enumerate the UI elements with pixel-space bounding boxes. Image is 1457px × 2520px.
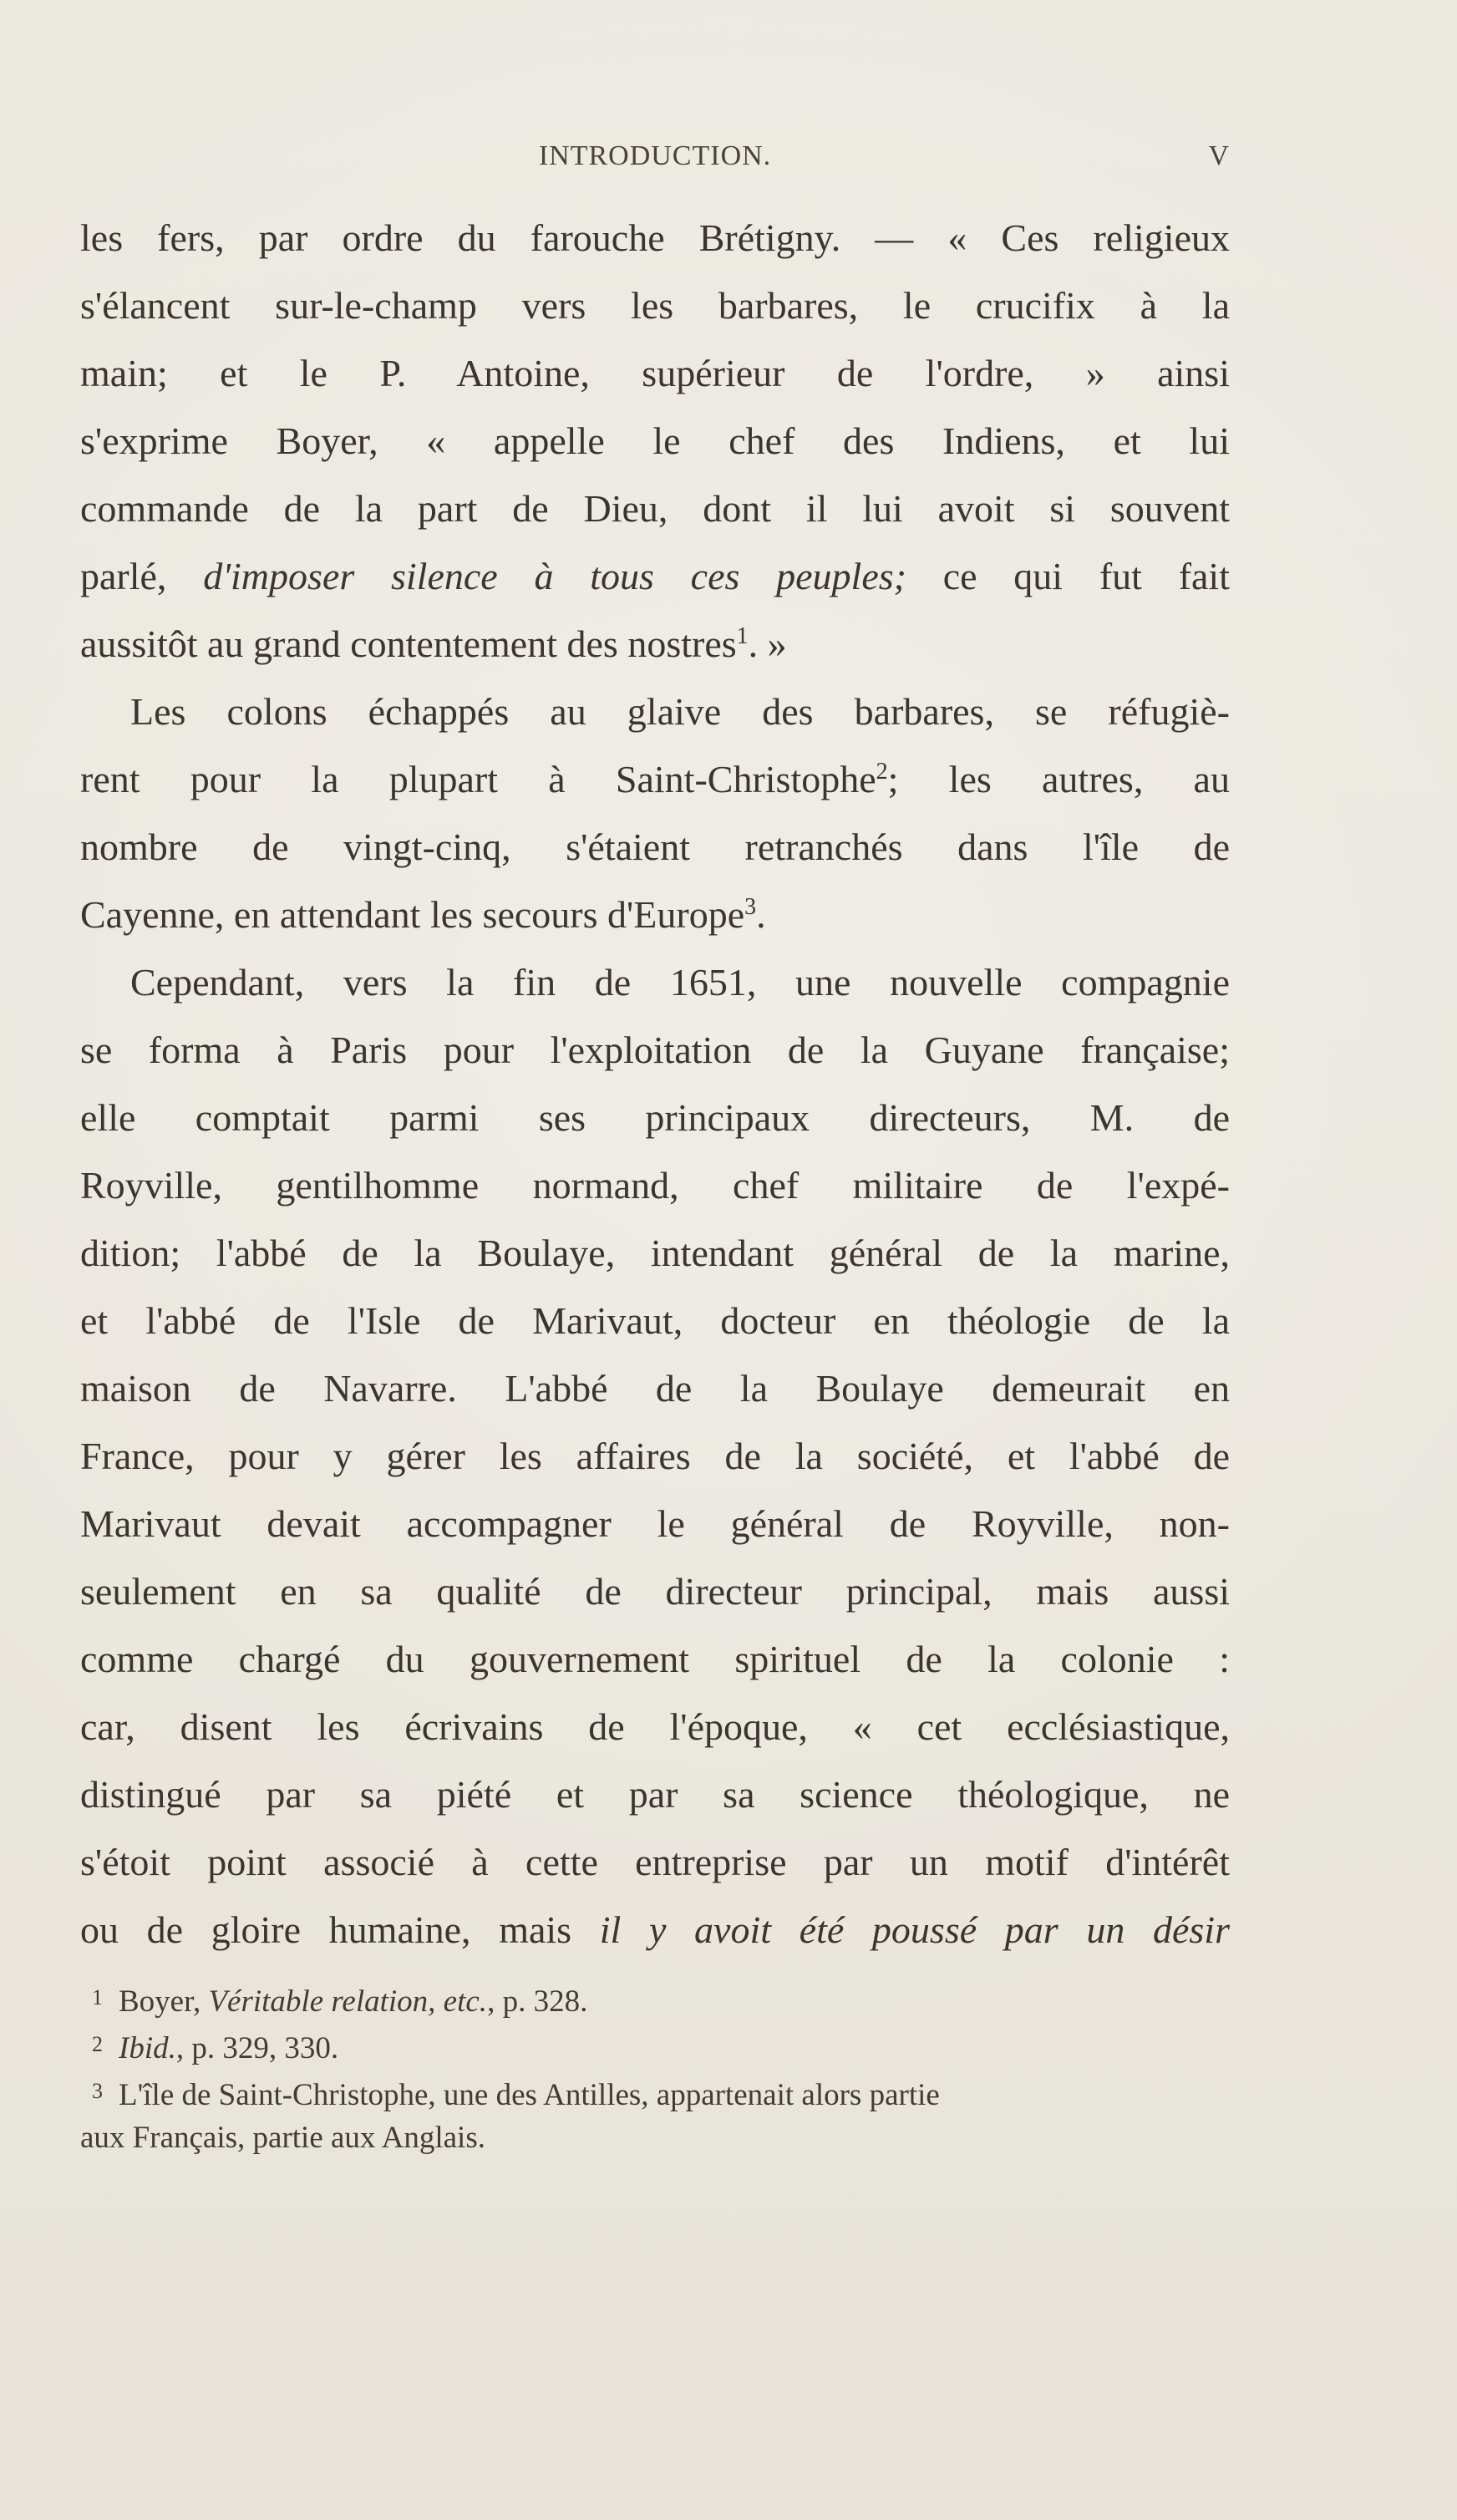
footnote-3-continuation: aux Français, partie aux Anglais. (80, 2121, 485, 2155)
text-line-11-after: . (756, 893, 766, 936)
text-line-9-text: rent pour la plupart à Saint-Christophe (80, 758, 876, 800)
text-line-22: comme chargé du gouvernement spirituel de la colonie : (80, 1638, 1230, 1680)
text-line-21: seulement en sa qualité de directeur principal, mais aussi (80, 1570, 1230, 1613)
text-line-10: nombre de vingt-cinq, s'étaient retranchés dans l'île de (80, 826, 1230, 868)
footnote-2-after: , p. 329, 330. (175, 2031, 339, 2065)
text-line-26-italic: il y avoit été poussé par un désir (599, 1908, 1230, 1951)
text-line-16: dition; l'abbé de la Boulaye, intendant général de la marine, (80, 1232, 1230, 1274)
text-line-19: France, pour y gérer les affaires de la société, et l'abbé de (80, 1435, 1230, 1477)
footnote-ref-2: 2 (876, 759, 888, 785)
text-line-8: Les colons échappés au glaive des barbares, se réfugiè- (130, 690, 1230, 733)
page-number: V (1208, 140, 1230, 171)
footnote-number-3: 3 (92, 2079, 103, 2103)
text-line-7-text: aussitôt au grand contentement des nostres (80, 622, 737, 665)
text-line-6-after: ce qui fut fait (906, 555, 1230, 597)
text-line-6-before: parlé, (80, 555, 204, 597)
text-line-9 (80, 745, 1230, 813)
footnote-1-after: , p. 328. (487, 1984, 588, 2019)
text-line-9-after: ; les autres, au (887, 758, 1230, 800)
text-line-23: car, disent les écrivains de l'époque, « cet ecclésiastique, (80, 1705, 1230, 1748)
text-line-11 (80, 881, 1230, 948)
footnote-ref-3: 3 (744, 894, 757, 920)
footnote-1-italic: Véritable relation, etc. (208, 1984, 488, 2019)
text-line-25: s'étoit point associé à cette entreprise par un motif d'intérêt (80, 1841, 1230, 1883)
text-line-14: elle comptait parmi ses principaux directeurs, M. de (80, 1096, 1230, 1139)
running-head (80, 140, 1230, 182)
footnote-number-1: 1 (92, 1985, 103, 2009)
text-line-15: Royville, gentilhomme normand, chef militaire de l'expé- (80, 1164, 1230, 1207)
text-line-26 (80, 1896, 1230, 1964)
text-line-11-text: Cayenne, en attendant les secours d'Europe (80, 893, 745, 936)
text-line-26-before: ou de gloire humaine, mais (80, 1908, 600, 1951)
footnote-number-2: 2 (92, 2032, 103, 2056)
text-line-18: maison de Navarre. L'abbé de la Boulaye demeurait en (80, 1367, 1230, 1410)
text-line-6-italic: d'imposer silence à tous ces peuples; (203, 555, 906, 597)
text-line-6 (80, 542, 1230, 610)
text-line-12: Cependant, vers la fin de 1651, une nouvelle compagnie (130, 961, 1230, 1003)
text-line-4: s'exprime Boyer, « appelle le chef des Indiens, et lui (80, 419, 1230, 462)
footnote-3-text: L'île de Saint-Christophe, une des Antilles, appartenait alors partie (119, 2078, 940, 2112)
text-line-7-after: . » (748, 622, 787, 665)
body-text (80, 204, 1230, 1964)
text-line-13: se forma à Paris pour l'exploitation de la Guyane française; (80, 1029, 1230, 1071)
text-line-2: s'élancent sur-le-champ vers les barbares, le crucifix à la (80, 284, 1230, 327)
text-line-17: et l'abbé de l'Isle de Marivaut, docteur en théologie de la (80, 1299, 1230, 1342)
footnotes (80, 1976, 1230, 2159)
text-line-1: les fers, par ordre du farouche Brétigny. — « Ces religieux (80, 216, 1230, 259)
footnote-1-before: Boyer, (119, 1984, 209, 2019)
footnote-2 (80, 2023, 1230, 2070)
footnote-2-italic: Ibid. (119, 2031, 176, 2065)
footnote-1 (80, 1976, 1230, 2023)
text-line-24: distingué par sa piété et par sa science théologique, ne (80, 1773, 1230, 1816)
running-title: INTRODUCTION. (538, 140, 772, 171)
text-line-7 (80, 610, 1230, 678)
text-line-5: commande de la part de Dieu, dont il lui avoit si souvent (80, 487, 1230, 530)
footnote-ref-1: 1 (736, 623, 749, 649)
footnote-3 (80, 2070, 1230, 2116)
text-line-20: Marivaut devait accompagner le général de Royville, non- (80, 1502, 1230, 1545)
text-line-3: main; et le P. Antoine, supérieur de l'ordre, » ainsi (80, 352, 1230, 394)
